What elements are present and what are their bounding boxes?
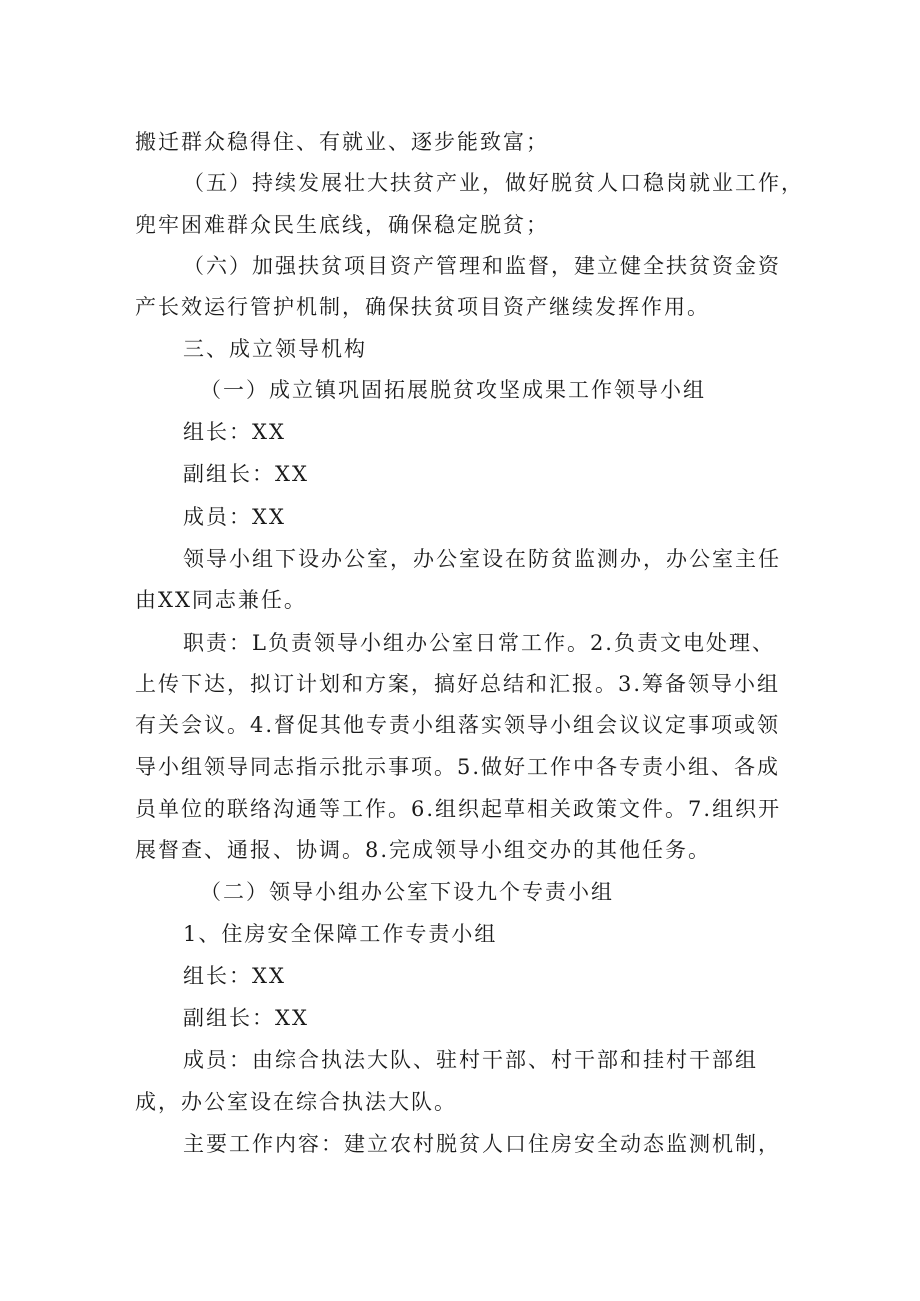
subsection-heading: （二）领导小组办公室下设九个专责小组 <box>200 880 614 904</box>
paragraph-line: 导小组领导同志指示批示事项。5.做好工作中各专责小组、各成 <box>135 755 781 779</box>
paragraph-line: 成，办公室设在综合执法大队。 <box>135 1090 457 1114</box>
group-heading: 1、住房安全保障工作专责小组 <box>183 922 498 946</box>
paragraph-line: 有关会议。4.督促其他专责小组落实领导小组会议议定事项或领 <box>135 713 781 737</box>
paragraph-line: 产长效运行管护机制，确保扶贫项目资产继续发挥作用。 <box>135 295 710 319</box>
paragraph-line: 搬迁群众稳得住、有就业、逐步能致富； <box>135 130 549 154</box>
paragraph-line: 成员：XX <box>183 505 286 529</box>
paragraph-line: 主要工作内容：建立农村脱贫人口住房安全动态监测机制， <box>183 1132 781 1156</box>
paragraph-line: 上传下达，拟订计划和方案，搞好总结和汇报。3.筹备领导小组 <box>135 672 781 696</box>
paragraph-line: 兜牢困难群众民生底线，确保稳定脱贫； <box>135 213 549 237</box>
paragraph-line: 展督查、通报、协调。8.完成领导小组交办的其他任务。 <box>135 838 712 862</box>
paragraph-line: （六）加强扶贫项目资产管理和监督，建立健全扶贫资金资 <box>183 254 781 278</box>
paragraph-line: 成员：由综合执法大队、驻村干部、村干部和挂村干部组 <box>183 1048 758 1072</box>
paragraph-line: 副组长：XX <box>183 1006 309 1030</box>
paragraph-line: 组长：XX <box>183 964 286 988</box>
section-heading: 三、成立领导机构 <box>183 337 367 361</box>
paragraph-line: 由XX同志兼任。 <box>135 588 307 612</box>
paragraph-line: （五）持续发展壮大扶贫产业，做好脱贫人口稳岗就业工作， <box>183 171 804 195</box>
paragraph-line: 组长：XX <box>183 420 286 444</box>
paragraph-line: 领导小组下设办公室，办公室设在防贫监测办，办公室主任 <box>183 547 781 571</box>
paragraph-line: 职责：L负责领导小组办公室日常工作。2.负责文电处理、 <box>183 631 775 655</box>
subsection-heading: （一）成立镇巩固拓展脱贫攻坚成果工作领导小组 <box>200 378 706 402</box>
paragraph-line: 员单位的联络沟通等工作。6.组织起草相关政策文件。7.组织开 <box>135 797 782 821</box>
paragraph-line: 副组长：XX <box>183 462 309 486</box>
